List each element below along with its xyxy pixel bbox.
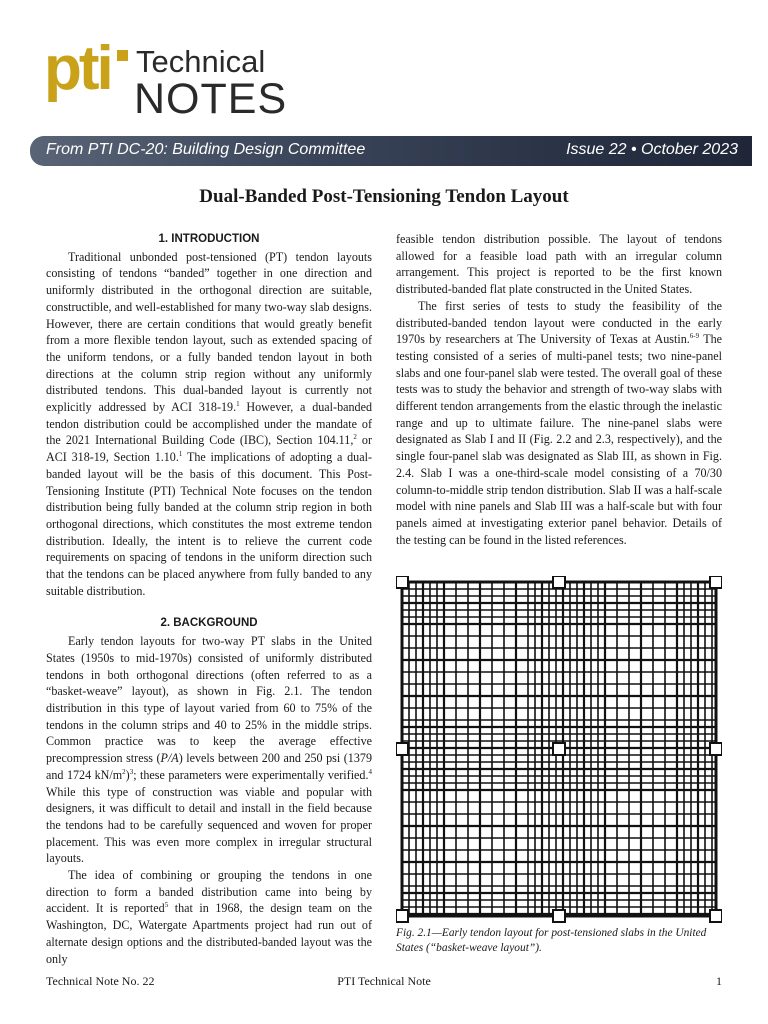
pti-logo-mark [44,34,128,120]
ref-5: 5 [164,901,169,910]
brand-notes: NOTES [134,75,288,123]
ref-squared: 2 [122,767,126,776]
footer-note-number: Technical Note No. 22 [46,974,155,988]
ref-2: 2 [353,433,357,442]
brand-technical: Technical [136,44,266,79]
issue-label: Issue 22 • October 2023 [566,141,738,158]
background-paragraph-1: Early tendon layouts for two-way PT slabs in the United States (1950s to mid-1970s) consisted of uniformly distributed tendons in both orthogonal directions (often referred to as a “basket-weave” layout), as shown in Fig. 2.1. The tendon distribution in this type of layout varied from 60 to 75% of the tendons in the column strips and 40 to 25% in the middle strips. Common practice was to keep the average effective precompression stress (P/A) levels between 200 and 250 psi (1379 and 1724 $kN/m^2)^3$; these parameters were experimentally verified.$^4$ While this type of construction was viable and popular with designers, it was difficult to detail and install in the field because the tendons had to be carefully sequenced and woven for proper placement. This was even more complex in irregular structural layouts. [46,634,372,866]
column-square [396,743,408,755]
intro-paragraph: Traditional unbonded post-tensioned (PT) tendon layouts consisting of tendons “banded” together in one direction and uniformly distributed in the orthogonal direction are suitable, constructible, and well-established for many two-way slab designs. However, there are certain conditions that would greatly benefit from a more flexible tendon layout, such as extended spacing of the uniform tendons, or a fully banded tendon layout in both directions at the column strip region without any uniformly distributed tendons. This dual-banded layout is currently not explicitly addressed by ACI 318-19.$^1$ However, a dual-banded tendon distribution could be accomplished under the mandate of the 2021 International Building Code (IBC), Section 104.11,$^2$ or ACI 318-19, Section 1.10.$^1$ The implications of adopting a dual-banded layout will be the basis of this document. This Post-Tensioning Institute (PTI) Technical Note focuses on the tendon distribution being fully banded at the column strip region in both orthogonal directions, which constitutes the most extreme tendon distribution. Ideally, the intent is to relieve the current code requirements on spacing of tendons in the uniform direction such that the tendons can be placed anywhere from fully banded to any suitable distribution. [46,249,372,598]
figure-basket-weave-layout [396,576,722,928]
header-banner [30,136,752,166]
left-column [46,231,372,967]
ref-1: 1 [236,400,240,409]
right-paragraph-2: The first series of tests to study the feasibility of the distributed-banded tendon layout were conducted in the early 1970s by researchers at The University of Texas at Austin.$^{6-9}$ The testing consisted of a series of multi-panel tests; two nine-panel slabs and one four-panel slab were tested. The overall goal of these tests was to study the behavior and strength of two-way slabs with different tendon arrangements from the elastic through the inelastic range and up to ultimate failure. The nine-panel slabs were designated as Slab I and II (Fig. 2.2 and 2.3, respectively), and the single four-panel slab was designated as Slab III, as shown in Fig. 2.4. Slab I was a one-third-scale model consisting of a 70/30 column-to-middle strip tendon distribution. Slab II was a half-scale model with nine panels and Slab III was a half-scale but with four panels aimed at investigating exterior panel behavior. Details of the testing can be found in the listed references. [396,298,723,547]
pti-logo-dot [117,50,128,61]
ref-3: 3 [129,767,134,776]
intro-heading: 1. INTRODUCTION [158,233,260,245]
figure-caption: Fig. 2.1—Early tendon layout for post-tensioned slabs in the United States (“basket-weave layout”). [396,927,707,954]
page-number: 1 [716,974,722,988]
column-square [553,743,565,755]
pti-logo-text: pti [44,34,111,103]
column-square [553,910,565,922]
right-column [396,231,722,548]
column-square [396,910,408,922]
column-square [710,910,722,922]
right-paragraph-1: feasible tendon distribution possible. The layout of tendons allowed for a feasible load path with an irregular column arrangement. This project is reported to be the first known distributed-banded flat plate constructed in the United States. [396,232,722,297]
pti-logo [44,34,304,123]
column-square [553,576,565,588]
column-square [710,576,722,588]
basket-weave-grid-image [396,576,722,926]
ref-1b: 1 [178,450,183,459]
column-square [710,743,722,755]
committee-label: From PTI DC-20: Building Design Committee [46,141,366,158]
background-heading: 2. BACKGROUND [160,617,258,630]
document-title: Dual-Banded Post-Tensioning Tendon Layout [199,186,569,207]
background-paragraph-2: The idea of combining or grouping the tendons in one direction to form a banded distribution came into being by accident. It is reported$^5$ that in 1968, the design team on the Washington, DC, Watergate Apartments project had run out of alternate design options and the distributed-banded layout was the only [46,868,372,966]
ref-6-9: 6-9 [689,332,700,341]
column-square [396,576,408,588]
ref-4: 4 [368,767,372,776]
footer-title: PTI Technical Note [337,974,431,988]
